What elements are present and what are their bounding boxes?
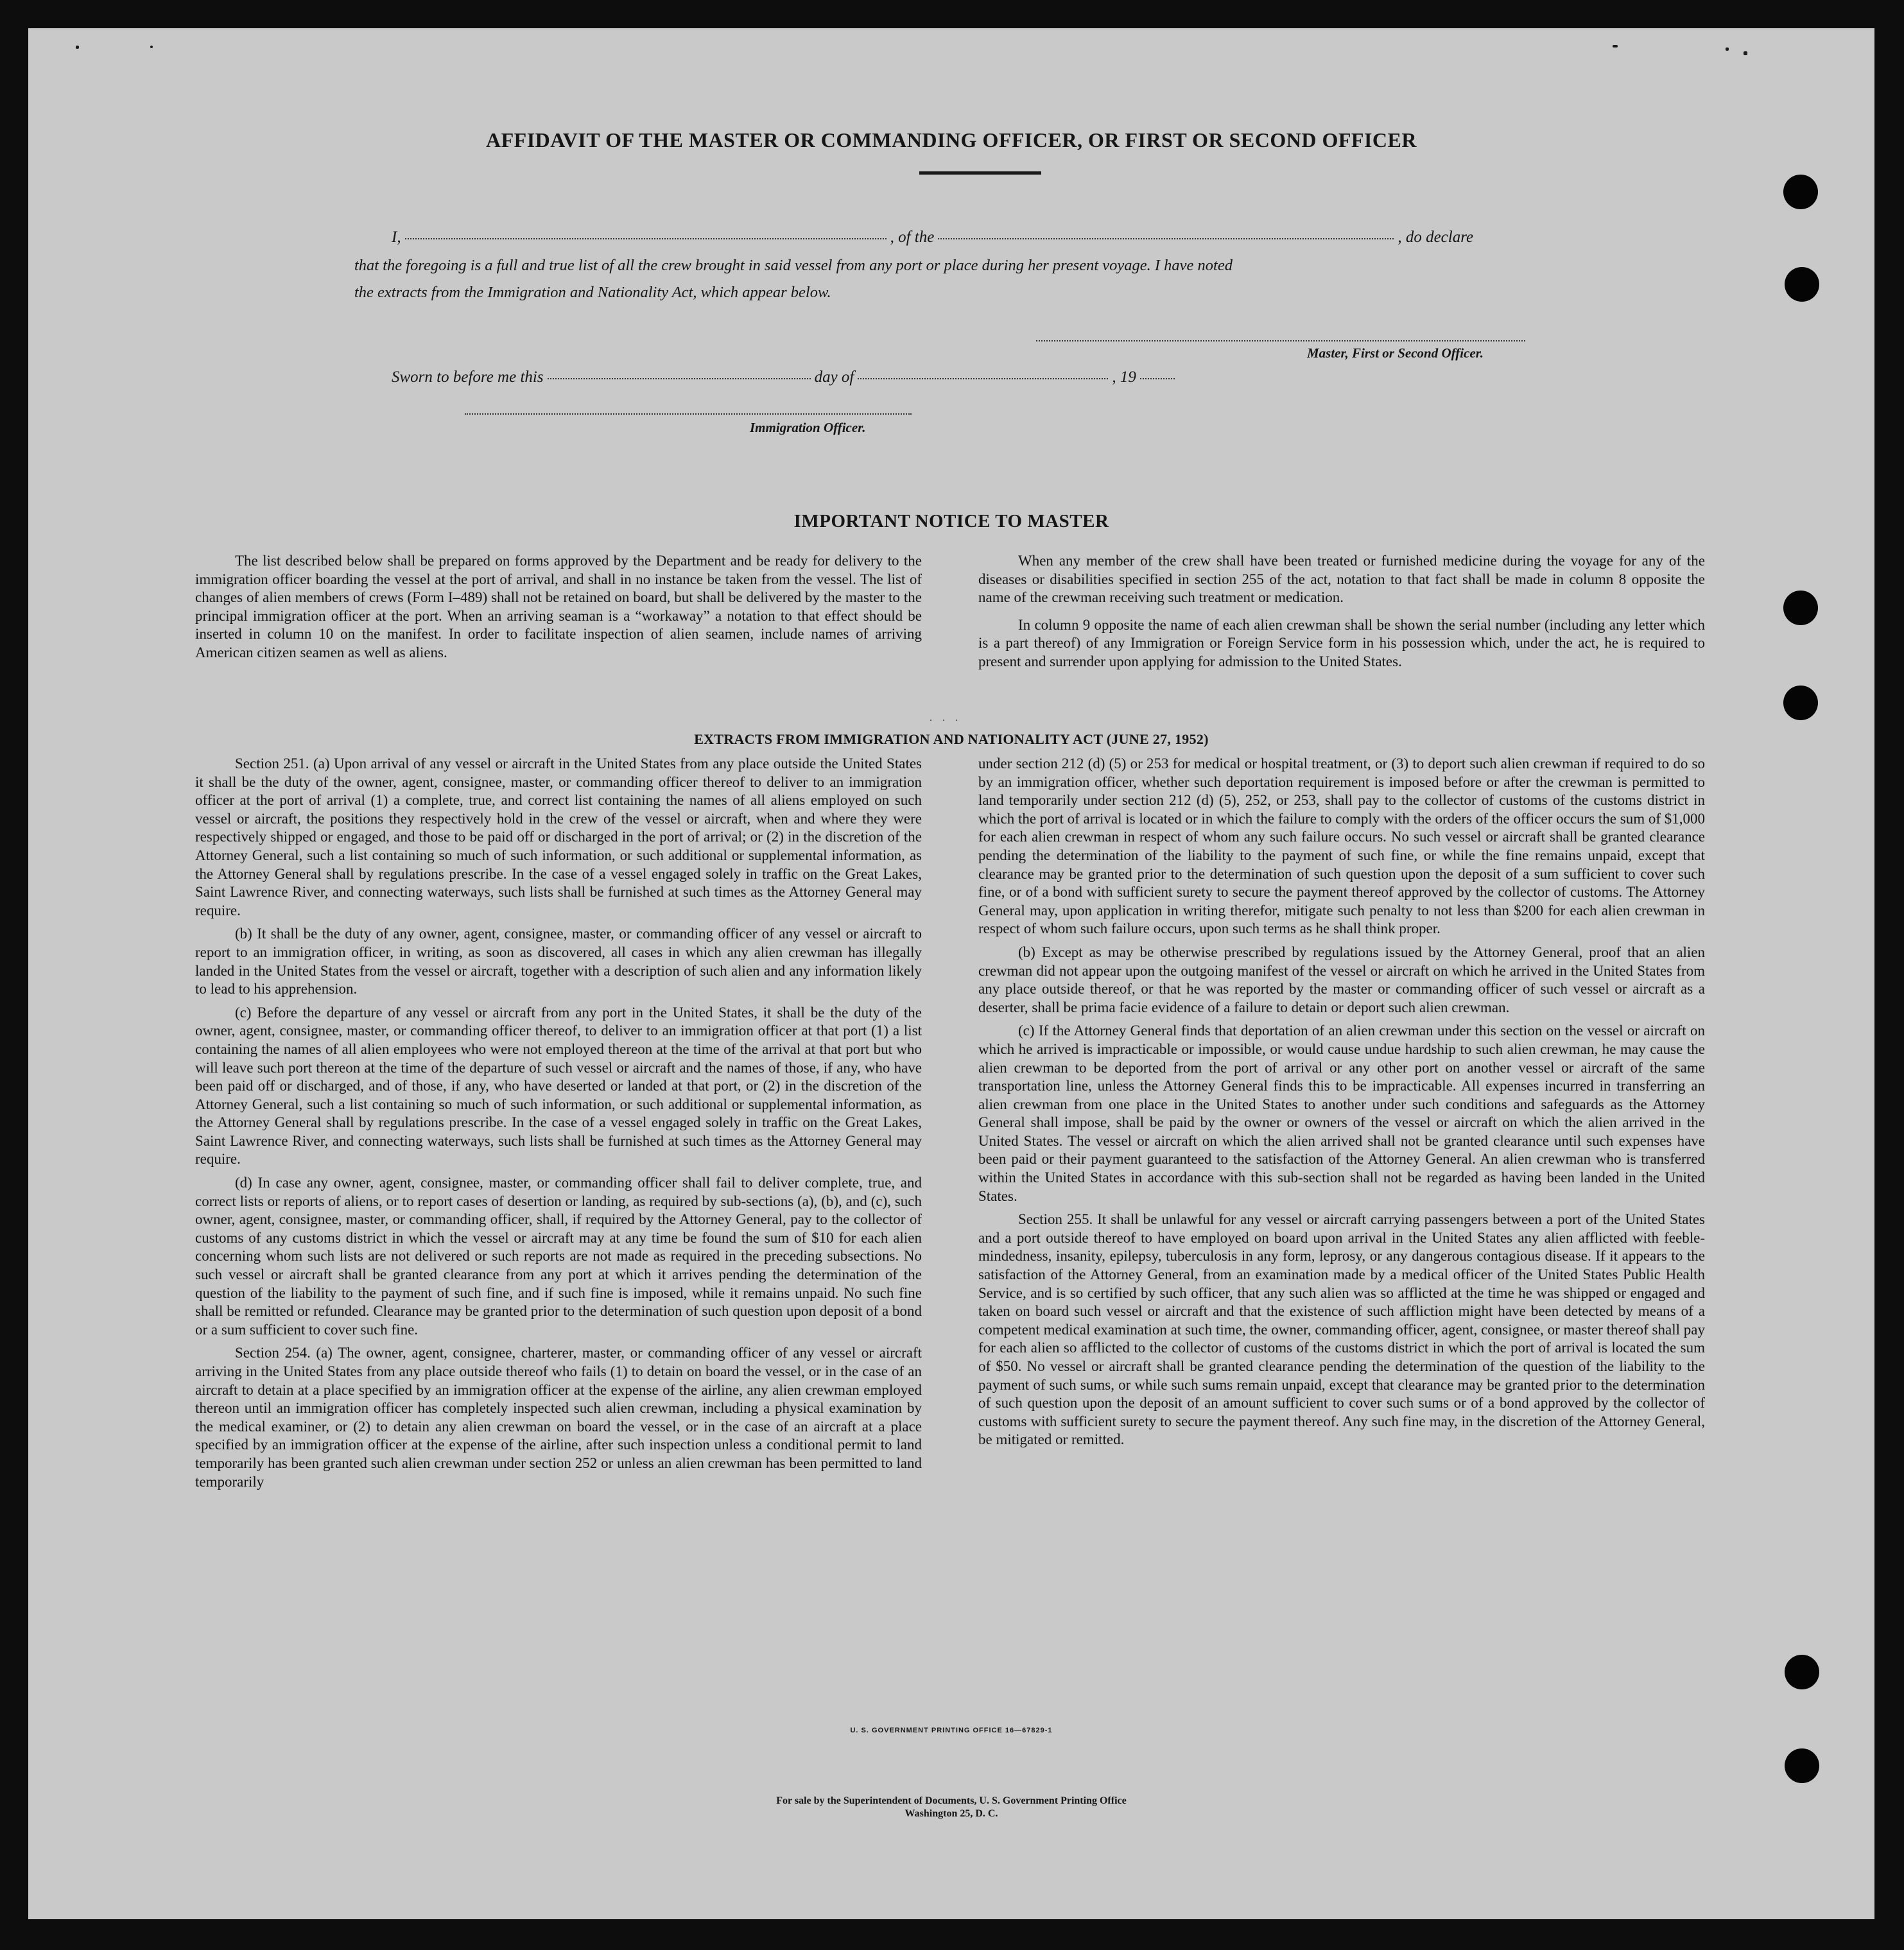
title-divider [919, 171, 1041, 175]
officer-signature-label: Immigration Officer. [750, 420, 866, 435]
notice-right-paragraph-2: In column 9 opposite the name of each alien crewman shall be shown the serial number (including any letter which is a part thereof) of any Immigration or Foreign Service form in his possession which, under the act, he is required to present and surrender upon applying for admission to the United States. [978, 616, 1705, 669]
scan-speck [1744, 51, 1747, 55]
sworn-year: , 19 [1112, 368, 1136, 386]
sworn-line [392, 368, 1179, 386]
section-255: Section 255. It shall be unlawful for any vessel or aircraft carrying passengers between a port of the United States and a port outside thereof to have employed on board upon arrival in the United States any alien afflicted with feeble-mindedness, insanity, epilepsy, tuberculosis in any form, leprosy, or any dangerous contagious disease. If it appears to the satisfaction of the Attorney General, from an examination made by a medical officer of the United States Public Health Service, and is so certified by such officer, that any such alien was so afflicted at the time he was shipped or engaged and taken on board such vessel or aircraft and that the existence of such affliction might have been detected by means of a competent medical examination at such time, the owner, commanding officer, agent, consignee, or master thereof shall pay for each alien so afflicted to the collector of customs of the customs district in which the port of arrival is located the sum of $50. No vessel or aircraft shall be granted clearance pending the determination of the question of the liability to the payment of such sums, or while such sums remain unpaid, except that clearance may be granted prior to the determination of such question upon the deposit of an amount sufficient to cover such sums or of a bond approved by the collector of customs with sufficient surety to secure the payment thereof. Any such fine may, in the discretion of the Attorney General, be mitigated or remitted. [978, 1211, 1705, 1448]
section-251a: Section 251. (a) Upon arrival of any vessel or aircraft in the United States from any place outside the United States it shall be the duty of the owner, agent, consignee, master, or commanding officer thereof to deliver to an immigration officer at the port of arrival (1) a complete, true, and correct list containing the names of all aliens employed on such vessel or aircraft, the positions they respectively hold in the crew of the vessel or aircraft, when and where they were respectively shipped or engaged, and those to be paid off or discharged in the port of arrival; or (2) in the discretion of the Attorney General, such a list containing so much of such information, or such additional or supplemental information, as the Attorney General shall by regulations prescribe. In the case of a vessel engaged solely in traffic on the Great Lakes, Saint Lawrence River, and connecting waterways, such lists shall be furnished at such times as the Attorney General may require. [195, 755, 922, 919]
punch-hole [1783, 591, 1818, 625]
statement-line-1: that the foregoing is a full and true list of all the crew brought in said vessel from any port or place during her present voyage. I have noted [354, 257, 1233, 274]
notice-left-column [195, 552, 922, 668]
sworn-month-blank[interactable] [858, 378, 1108, 379]
scan-speck [1613, 45, 1618, 47]
notice-separator: . . . [930, 712, 962, 723]
affidavit-title: AFFIDAVIT OF THE MASTER OR COMMANDING OFFICER, OR FIRST OR SECOND OFFICER [486, 128, 1417, 151]
section-254c: (c) If the Attorney General finds that deportation of an alien crewman under this section on the vessel or aircraft on which he arrived is impracticable or impossible, or would cause undue hardship to such alien crewman, he may cause the alien crewman to be deported from the port of arrival or any other port on another vessel or aircraft of the same transportation line, unless the Attorney General finds this to be impracticable. All expenses incurred in transferring an alien crewman from one place in the United States to another under such conditions and safeguards as the Attorney General shall impose, shall be paid by the owner or owners of the vessel or aircraft on which the alien arrived in the United States. The vessel or aircraft on which the alien arrived shall not be granted clearance until such expenses have been paid or their payment guaranteed to the satisfaction of the Attorney General. An alien crewman who is transferred within the United States in accordance with this sub-section shall not be regarded as having been landed in the United States. [978, 1022, 1705, 1204]
extracts-title: EXTRACTS FROM IMMIGRATION AND NATIONALITY ACT (JUNE 27, 1952) [694, 731, 1209, 747]
gpo-imprint: U. S. GOVERNMENT PRINTING OFFICE 16—67829-1 [850, 1727, 1053, 1734]
master-signature-line[interactable] [1036, 340, 1525, 341]
notice-right-column [978, 552, 1705, 677]
section-251c: (c) Before the departure of any vessel or aircraft from any port in the United States, it shall be the duty of the owner, agent, consignee, master, or commanding officer thereof, to deliver to an immigration officer at that port (1) a list containing the names of all alien employees who were not employed thereon at the time of the arrival at that port but who will leave such port thereon at the time of the departure of such vessel or aircraft and the names of those, if any, who have been paid off or discharged, and of those, if any, who have deserted or landed at that port, or (2) in the discretion of the Attorney General, such a list containing so much of such information, or such additional or supplemental information, as the Attorney General shall by regulations prescribe. In the case of a vessel engaged solely in traffic on the Great Lakes, Saint Lawrence River, and connecting waterways, such lists shall be furnished at such times as the Attorney General may require. [195, 1004, 922, 1168]
sale-notice [28, 1795, 1874, 1820]
section-254a-continued: under section 212 (d) (5) or 253 for medical or hospital treatment, or (3) to deport such alien crewman if required to do so by an immigration officer, whether such deportation requirement is imposed before or after the crewman is permitted to land temporarily under section 212 (d) (5), 252, or 253, shall pay to the collector of customs of the customs district in which the port of arrival is located or in which the failure to comply with the orders of the officer occurs the sum of $1,000 for each alien crewman in respect of whom any such failure occurs. No such vessel or aircraft shall be granted clearance pending the determination of the liability to the payment of such fine, or while the fine remains unpaid, except that clearance may be granted prior to the determination of such question upon the deposit of a sum sufficient to cover such fine, or of a bond with sufficient surety to secure the payment thereof approved by the collector of customs. The Attorney General may, upon application in writing therefor, mitigate such penalty to not less than $200 for each alien crewman in respect of whom such failure occurs, upon such terms as he shall think proper. [978, 755, 1705, 937]
scan-speck [76, 46, 79, 49]
sworn-year-blank[interactable] [1140, 378, 1175, 379]
notice-right-paragraph-1: When any member of the crew shall have been treated or furnished medicine during the voyage for any of the diseases or disabilities specified in section 255 of the act, notation to that fact shall be made in column 8 opposite the name of the crewman receiving such treatment or medication. [978, 553, 1705, 606]
sworn-prefix: Sworn to before me this [392, 368, 544, 386]
sworn-date-blank[interactable] [548, 378, 811, 379]
punch-hole [1785, 1655, 1819, 1689]
master-signature-label: Master, First or Second Officer. [1307, 345, 1484, 361]
section-251b: (b) It shall be the duty of any owner, agent, consignee, master, or commanding officer of any vessel or aircraft to report to an immigration officer, in writing, as soon as discovered, all cases in which any alien crewman has illegally landed in the United States from the vessel or aircraft, together with a description of such alien and any information likely to lead to his apprehension. [195, 926, 922, 997]
scan-speck [150, 46, 153, 48]
section-254a: Section 254. (a) The owner, agent, consignee, charterer, master, or commanding officer of any vessel or aircraft arriving in the United States from any place outside thereof who fails (1) to detain on board the vessel, or in the case of an aircraft to detain at a place specified by an immigration officer at the expense of the airline, any alien crewman employed thereon until an immigration officer has completely inspected such alien crewman, including a physical examination by the medical examiner, or (2) to detain any alien crewman on board the vessel, or in the case of an aircraft at a place specified by an immigration officer at the expense of the airline, after such inspection unless a conditional permit to land temporarily has been granted such alien crewman under section 252 or unless an alien crewman has been permitted to land temporarily [195, 1345, 922, 1490]
declare-prefix: I, [392, 229, 401, 246]
section-254b: (b) Except as may be otherwise prescribed by regulations issued by the Attorney General, proof that an alien crewman did not appear upon the outgoing manifest of the vessel or aircraft on which he arrived in the United States from any place outside thereof, or that he was reported by the master or commanding officer of such vessel or aircraft as a deserter, shall be prima facie evidence of a failure to detain or deport such alien crewman. [978, 944, 1705, 1015]
sworn-day: day of [814, 368, 854, 386]
vessel-blank[interactable] [938, 238, 1394, 239]
sale-line-1: For sale by the Superintendent of Documents, U. S. Government Printing Office [776, 1795, 1127, 1806]
declare-suffix: , do declare [1398, 229, 1474, 246]
punch-hole [1783, 175, 1818, 209]
extracts-left-column [195, 755, 922, 1496]
punch-hole [1783, 686, 1818, 720]
extracts-right-column [978, 755, 1705, 1454]
declare-of: , of the [890, 229, 935, 246]
scan-speck [1726, 47, 1729, 51]
name-blank[interactable] [405, 238, 887, 239]
officer-signature-line[interactable] [465, 413, 912, 415]
section-251d: (d) In case any owner, agent, consignee, master, or commanding officer shall fail to deliver complete, true, and correct lists or reports of aliens, or to report cases of desertion or landing, as required by sub-sections (a), (b), and (c), such owner, agent, consignee, master, or commanding officer, shall, if required by the Attorney General, pay to the collector of customs of any customs district in which the vessel or aircraft may at any time be found the sum of $10 for each alien concerning whom such lists are not delivered or such reports are not made as required in the preceding subsections. No such vessel or aircraft shall be granted clearance from any port at which it arrives pending the determination of the question of the liability to the payment of such fine, and if such fine is imposed, while it remains unpaid. No such fine shall be remitted or refunded. Clearance may be granted prior to the determination of such question upon deposit of a bond or a sum sufficient to cover such fine. [195, 1175, 922, 1338]
punch-hole [1785, 267, 1819, 302]
notice-left-paragraph: The list described below shall be prepared on forms approved by the Department and be ready for delivery to the immigration officer boarding the vessel at the port of arrival, and shall in no instance be taken from the vessel. The list of changes of alien members of crews (Form I–489) shall not be retained on board, but shall be delivered by the master to the principal immigration officer at the port. When an arriving seaman is a “workaway” a notation to that effect should be inserted in column 10 on the manifest. In order to facilitate inspection of alien seamen, include names of arriving American citizen seamen as well as aliens. [195, 553, 922, 660]
document-page [28, 28, 1874, 1919]
sale-line-2: Washington 25, D. C. [904, 1808, 998, 1819]
statement-line-2: the extracts from the Immigration and Nationality Act, which appear below. [354, 284, 831, 301]
declaration-line [392, 229, 1473, 246]
notice-title: IMPORTANT NOTICE TO MASTER [793, 511, 1109, 531]
punch-hole [1785, 1748, 1819, 1783]
